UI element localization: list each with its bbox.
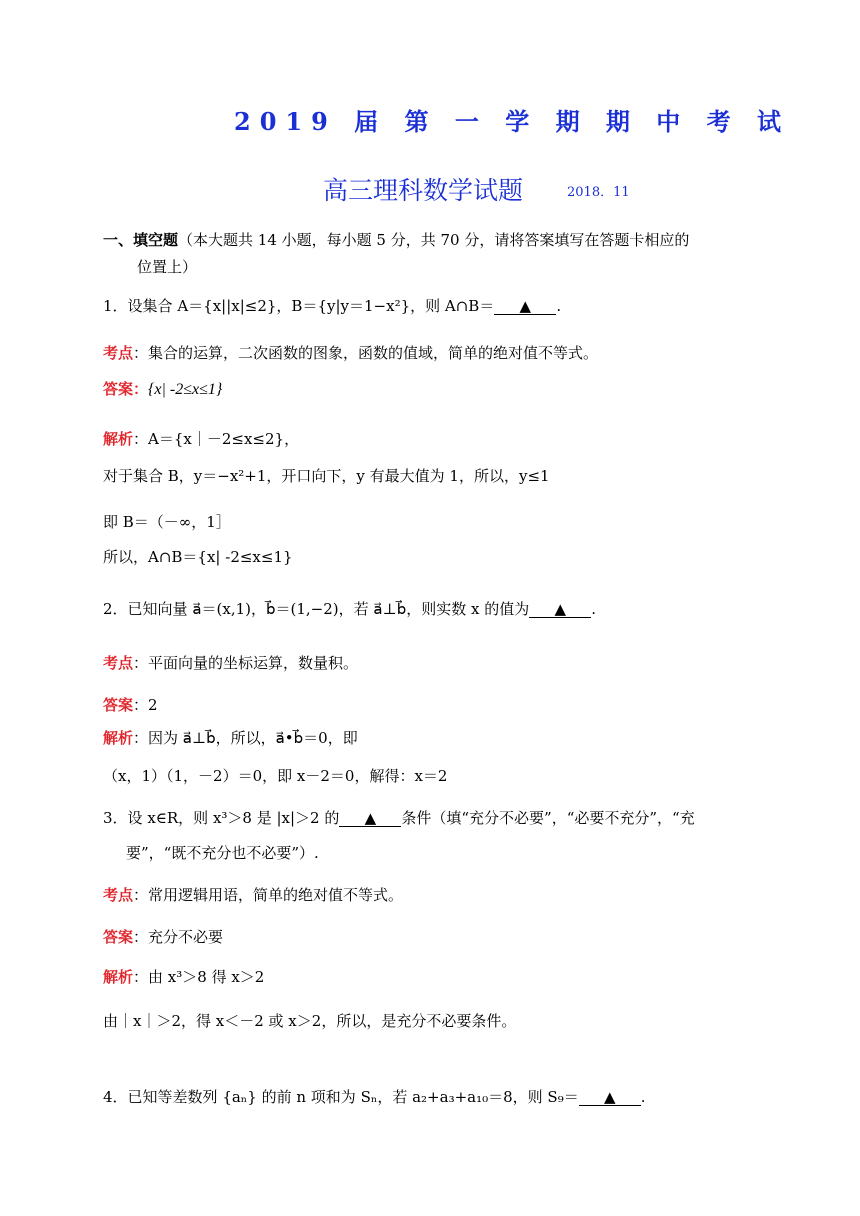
q4-answer-blank (579, 1089, 641, 1106)
q1-answer-text: {x| -2≤x≤1} (148, 381, 223, 398)
kaodian-label: 考点 (103, 886, 134, 904)
q3-answer-blank (339, 810, 401, 827)
q3-number: 3． (103, 809, 128, 827)
q3-answer (103, 926, 223, 947)
q3-kaodian-text: ：常用逻辑用语，简单的绝对值不等式。 (133, 886, 404, 904)
kaodian-label: 考点 (103, 654, 134, 672)
q1-answer-blank (494, 298, 556, 315)
q1-answer: 答案：{x| -2≤x≤1} (103, 380, 223, 398)
q4-text: 已知等差数列 {aₙ} 的前 n 项和为 Sₙ，若 a₂+a₃+a₁₀＝8，则 S₉＝ (127, 1088, 579, 1106)
section-heading (103, 229, 689, 250)
q2-end: . (591, 600, 596, 618)
triangle-icon: ▲ (554, 600, 566, 618)
triangle-icon: ▲ (519, 297, 532, 315)
q2-answer (103, 694, 158, 715)
section-title: 一、填空题 (103, 231, 179, 249)
q3-jiexi (103, 966, 264, 987)
section-note: （本大题共 14 小题，每小题 5 分，共 70 分，请将答案填写在答题卡相应的 (178, 231, 690, 249)
q2-kaodian-text: ：平面向量的坐标运算，数量积。 (133, 654, 359, 672)
q3-text-c: 要”，“既不充分也不必要”）. (126, 844, 319, 862)
question-1 (103, 295, 561, 316)
answer-label: 答案 (103, 696, 134, 714)
q4-number: 4． (103, 1088, 128, 1106)
question-4 (103, 1086, 646, 1107)
q1-number: 1． (103, 297, 128, 315)
q1-jiexi-3: 即 B＝（－∞，1］ (103, 513, 231, 531)
q3-kaodian (103, 884, 403, 905)
q1-kaodian (103, 342, 598, 363)
q3-jiexi-1: ：由 x³＞8 得 x＞2 (133, 968, 265, 986)
q1-jiexi (103, 428, 299, 449)
question-3 (103, 807, 695, 828)
answer-label: 答案 (103, 928, 134, 946)
kaodian-label: 考点 (103, 344, 134, 362)
q2-kaodian (103, 652, 358, 673)
exam-title: 2019 届 第 一 学 期 期 中 考 试 (234, 107, 790, 136)
q2-answer-blank (529, 601, 591, 618)
jiexi-label: 解析 (103, 430, 134, 448)
q2-jiexi (103, 727, 358, 748)
q1-jiexi-2: 对于集合 B，y＝−x²+1，开口向下，y 有最大值为 1，所以，y≤1 (103, 467, 550, 485)
q1-text: 设集合 A＝{x||x|≤2}，B＝{y|y＝1−x²}，则 A∩B＝ (127, 297, 495, 315)
q3-text-b: 条件（填“充分不必要”，“必要不充分”，“充 (401, 809, 695, 827)
q2-text: 已知向量 a⃗＝(x,1)，b⃗＝(1,−2)，若 a⃗⊥b⃗，则实数 x 的值为 (127, 600, 530, 618)
q1-kaodian-text: ：集合的运算，二次函数的图象，函数的值域，简单的绝对值不等式。 (133, 344, 599, 362)
question-2 (103, 598, 596, 619)
q1-jiexi-4: 所以，A∩B＝{x| -2≤x≤1} (103, 548, 293, 566)
exam-date: 2018．11 (567, 185, 630, 200)
q3-text-a: 设 x∈R，则 x³＞8 是 |x|＞2 的 (127, 809, 340, 827)
q2-number: 2． (103, 600, 128, 618)
page-title: 高三理科数学试题 (323, 176, 524, 205)
q3-answer-text: ：充分不必要 (133, 928, 224, 946)
q2-answer-text: ：2 (133, 696, 158, 714)
q2-jiexi-1: ：因为 a⃗⊥b⃗，所以，a⃗•b⃗＝0，即 (133, 729, 358, 747)
q3-jiexi-2: 由｜x｜＞2，得 x＜－2 或 x＞2，所以，是充分不必要条件。 (103, 1012, 517, 1030)
q4-end: . (640, 1088, 646, 1106)
jiexi-label: 解析 (103, 729, 134, 747)
q1-jiexi-1: ：A＝{x｜－2≤x≤2}， (133, 430, 300, 448)
answer-label: 答案 (103, 380, 134, 398)
section-note-cont: 位置上） (137, 258, 198, 276)
triangle-icon: ▲ (364, 809, 377, 827)
q1-end: . (556, 297, 562, 315)
jiexi-label: 解析 (103, 968, 134, 986)
q2-jiexi-2: （x，1）（1，－2）＝0，即 x－2＝0，解得：x＝2 (103, 767, 448, 785)
triangle-icon: ▲ (603, 1088, 616, 1106)
